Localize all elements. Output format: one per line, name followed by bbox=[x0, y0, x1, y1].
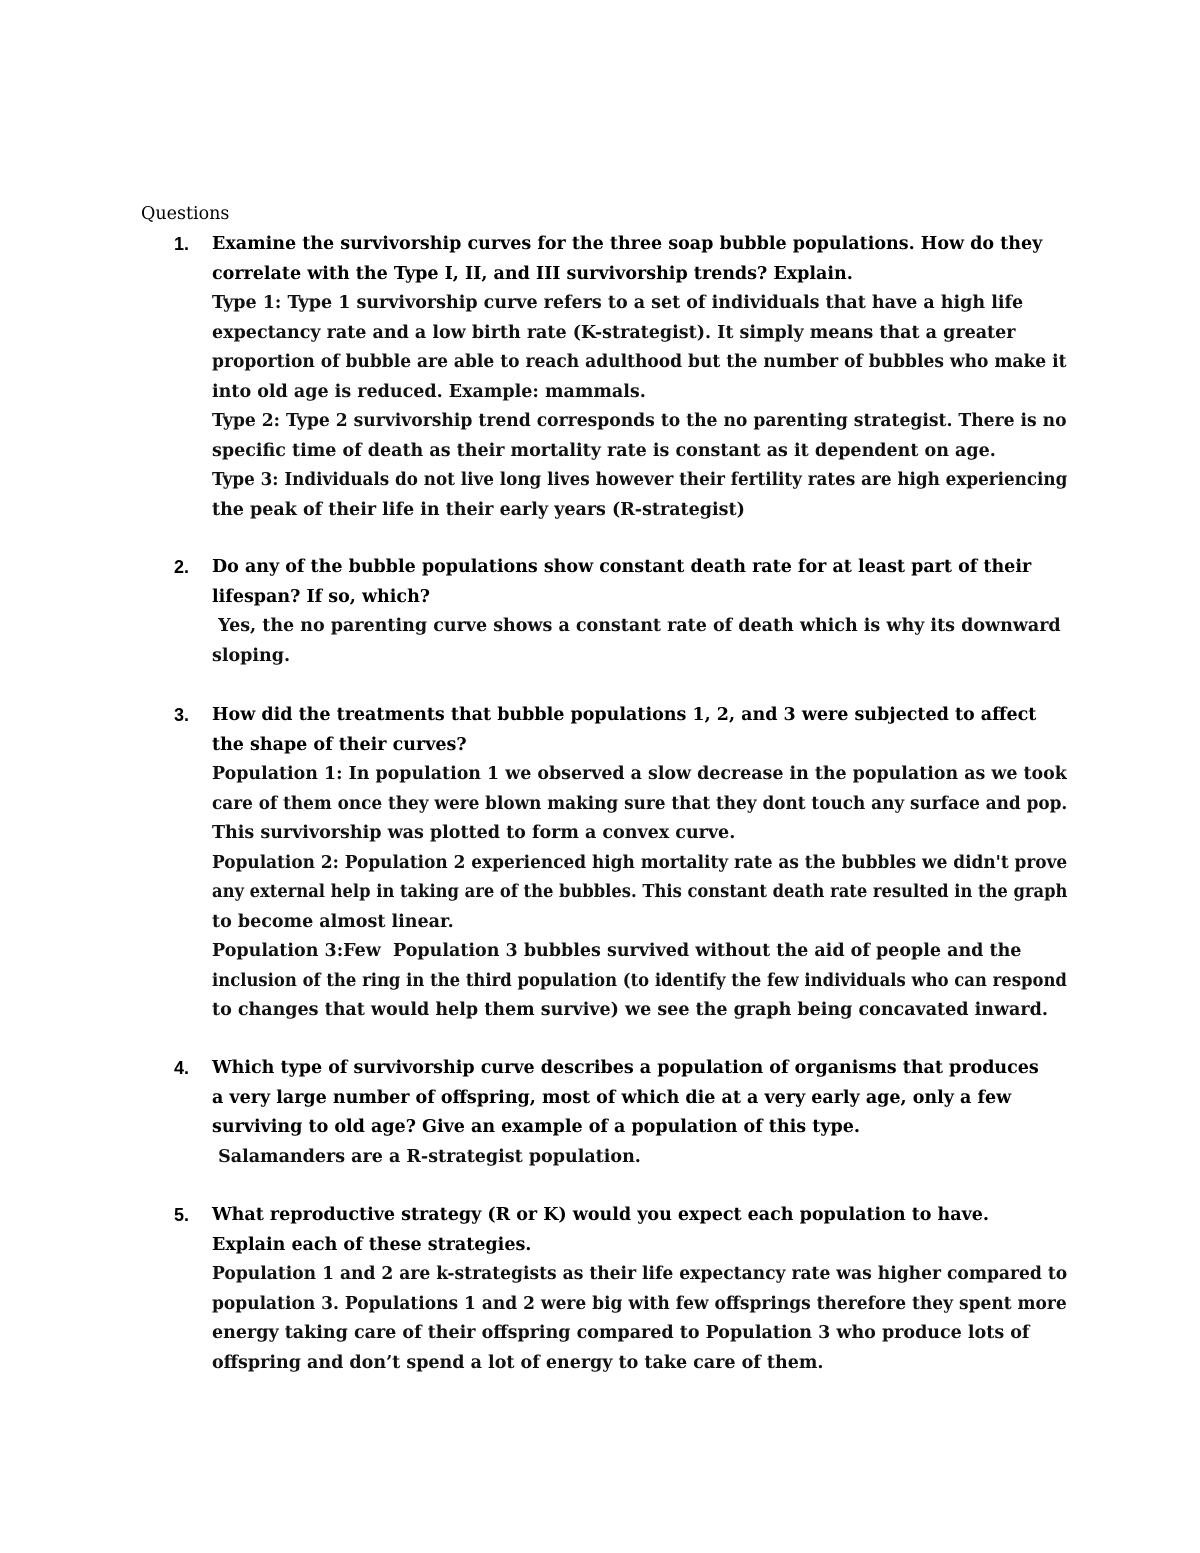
answer-line: Population 2: Population 2 experienced high mortality rate as the bubbles we didn't prove bbox=[212, 852, 1068, 873]
answer-line: care of them once they were blown making sure that they dont touch any surface and pop. bbox=[212, 793, 1068, 814]
answer-line: Type 3: Individuals do not live long lives however their fertility rates are high experiencing bbox=[212, 470, 1068, 490]
answer-line: the peak of their life in their early years (R-strategist) bbox=[212, 499, 745, 520]
answer-line: Population 1: In population 1 we observed a slow decrease in the population as we took bbox=[212, 764, 1067, 784]
answer-line: Type 2: Type 2 survivorship trend corresponds to the no parenting strategist. There is no bbox=[212, 411, 1067, 431]
question-line: Which type of survivorship curve describes a population of organisms that produces bbox=[212, 1058, 1039, 1078]
question-number: 1. bbox=[174, 234, 190, 254]
answer-line: proportion of bubble are able to reach adulthood but the number of bubbles who make it bbox=[212, 352, 1067, 372]
question-body bbox=[212, 701, 1067, 1026]
question-body bbox=[212, 1054, 1067, 1172]
answer-line: population 3. Populations 1 and 2 were big with few offsprings therefore they spent more bbox=[212, 1293, 1067, 1314]
question-body bbox=[212, 553, 1067, 671]
document-heading: Questions bbox=[141, 204, 230, 224]
question-body bbox=[212, 1201, 1067, 1378]
question-line: a very large number of offspring, most of which die at a very early age, only a few bbox=[212, 1087, 1012, 1108]
answer-line: Population 3:Few Population 3 bubbles survived without the aid of people and the bbox=[212, 941, 1022, 961]
answer-text bbox=[212, 612, 1067, 671]
answer-line: Population 1 and 2 are k-strategists as their life expectancy rate was higher compared to bbox=[212, 1264, 1068, 1284]
question-line: correlate with the Type I, II, and III survivorship trends? Explain. bbox=[212, 263, 853, 284]
answer-line: inclusion of the ring in the third population (to identify the few individuals who can respond bbox=[212, 970, 1067, 991]
question-text bbox=[212, 230, 1067, 289]
question-body bbox=[212, 230, 1067, 525]
question-number: 3. bbox=[174, 705, 190, 725]
question-text bbox=[212, 1054, 1067, 1143]
answer-line: Yes, the no parenting curve shows a constant rate of death which is why its downward bbox=[212, 616, 1061, 636]
answer-line: Type 1: Type 1 survivorship curve refers to a set of individuals that have a high life bbox=[212, 293, 1024, 313]
answer-text bbox=[212, 760, 1067, 1026]
answer-line: to changes that would help them survive) we see the graph being concavated inward. bbox=[212, 1000, 1048, 1020]
question-line: lifespan? If so, which? bbox=[212, 586, 431, 607]
answer-line: This survivorship was plotted to form a convex curve. bbox=[212, 823, 736, 843]
answer-line: into old age is reduced. Example: mammals. bbox=[212, 381, 646, 402]
question-line: Examine the survivorship curves for the three soap bubble populations. How do they bbox=[212, 234, 1043, 254]
answer-line: Salamanders are a R-strategist population. bbox=[212, 1146, 641, 1167]
question-text bbox=[212, 1201, 1067, 1260]
question-line: What reproductive strategy (R or K) would you expect each population to have. bbox=[212, 1205, 989, 1225]
answer-line: energy taking care of their offspring compared to Population 3 who produce lots of bbox=[212, 1323, 1030, 1343]
question-line: Explain each of these strategies. bbox=[212, 1234, 532, 1255]
answer-text bbox=[212, 289, 1067, 525]
answer-line: sloping. bbox=[212, 645, 291, 666]
question-text bbox=[212, 553, 1067, 612]
answer-line: to become almost linear. bbox=[212, 911, 454, 932]
answer-text bbox=[212, 1260, 1067, 1378]
question-line: the shape of their curves? bbox=[212, 734, 467, 755]
answer-line: offspring and don’t spend a lot of energy to take care of them. bbox=[212, 1352, 824, 1373]
question-number: 5. bbox=[174, 1205, 190, 1225]
question-line: surviving to old age? Give an example of a population of this type. bbox=[212, 1117, 860, 1137]
answer-line: specific time of death as their mortality rate is constant as it dependent on age. bbox=[212, 440, 996, 461]
answer-line: expectancy rate and a low birth rate (K-strategist). It simply means that a greater bbox=[212, 322, 1016, 343]
answer-line: any external help in taking are of the bubbles. This constant death rate resulted in the graph bbox=[212, 882, 1068, 902]
question-number: 2. bbox=[174, 557, 190, 577]
question-text bbox=[212, 701, 1067, 760]
question-line: How did the treatments that bubble populations 1, 2, and 3 were subjected to affect bbox=[212, 705, 1037, 725]
question-line: Do any of the bubble populations show constant death rate for at least part of their bbox=[212, 557, 1032, 577]
question-number: 4. bbox=[174, 1058, 190, 1078]
answer-text bbox=[212, 1143, 1067, 1173]
